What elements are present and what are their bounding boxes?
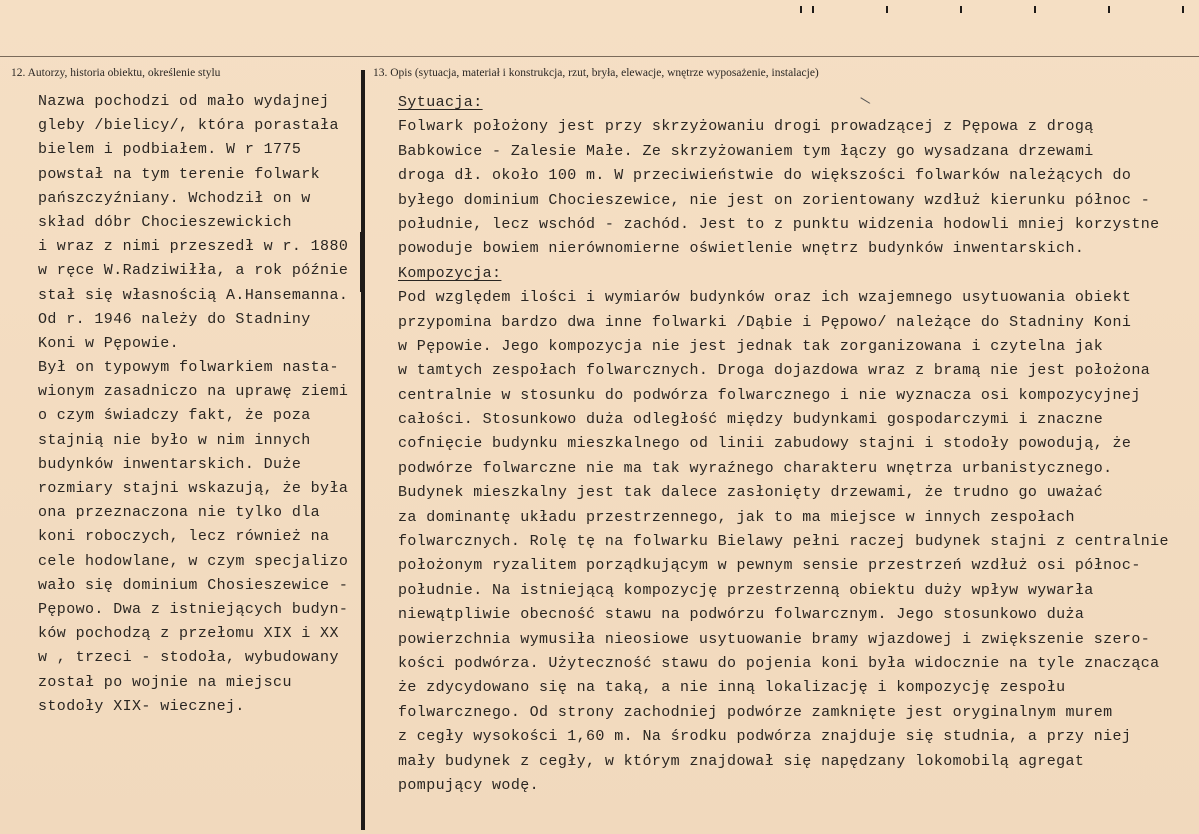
text-line: pompujący wodę. [398, 776, 540, 794]
text-line: Był on typowym folwarkiem nasta- [38, 359, 339, 377]
text-line: stodoły XIX- wiecznej. [38, 697, 245, 715]
text-line: w tamtych zespołach folwarcznych. Droga dojazdowa wraz z bramą nie jest położona [398, 362, 1151, 380]
section-13-header: 13. Opis (sytuacja, materiał i konstrukcja, rzut, bryła, elewacje, wnętrze wyposażenie, instalacje) [373, 67, 819, 79]
text-line: i wraz z nimi przeszedł w r. 1880 [38, 238, 349, 256]
top-rule [0, 56, 1199, 57]
text-line: ona przeznaczona nie tylko dla [38, 504, 321, 522]
text-line: południe. Na istniejącą kompozycję przestrzenną obiektu duży wpływ wywarła [398, 581, 1094, 599]
text-line: ków pochodzą z przełomu XIX i XX [38, 625, 339, 643]
text-line: Od r. 1946 należy do Stadniny [38, 310, 311, 328]
text-line: niewątpliwie obecność stawu na podwórzu folwarcznym. Jego stosunkowo duża [398, 606, 1085, 624]
text-line: wało się dominium Chosieszewice - [38, 576, 349, 594]
text-line: centralnie w stosunku do podwórza folwarcznego i nie wyznacza osi kompozycyjnej [398, 386, 1141, 404]
text-line: z cegły wysokości 1,60 m. Na środku podwórza znajduje się studnia, a przy niej [398, 728, 1132, 746]
text-line: kości podwórza. Użyteczność stawu do pojenia koni była widocznie na tyle znacząca [398, 654, 1160, 672]
punch-mark [886, 6, 888, 13]
text-line: przypomina bardzo dwa inne folwarki /Dąbie i Pępowo/ należące do Stadniny Koni [398, 313, 1132, 331]
text-line: stajnią nie było w nim innych [38, 431, 311, 449]
section-12-header: 12. Autorzy, historia obiektu, określenie stylu [11, 67, 221, 79]
section-heading: Sytuacja: [398, 94, 483, 111]
punch-mark [1108, 6, 1110, 13]
text-line: budynków inwentarskich. Duże [38, 455, 302, 473]
text-line: Budynek mieszkalny jest tak dalece zasłonięty drzewami, że trudno go uważać [398, 484, 1104, 502]
text-line: podwórze folwarczne nie ma tak wyraźnego charakteru wnętrza urbanistycznego. [398, 459, 1113, 477]
punch-mark [1034, 6, 1036, 13]
text-line: w ręce W.Radziwiłła, a rok późnie [38, 262, 349, 280]
punch-marks [800, 6, 1199, 14]
description-text [398, 91, 1169, 798]
text-line: Pępowo. Dwa z istniejących budyn- [38, 600, 349, 618]
text-line: droga dł. około 100 m. W przeciwieństwie do większości folwarków należących do [398, 167, 1132, 185]
text-line: powstał na tym terenie folwark [38, 165, 321, 183]
text-line: cele hodowlane, w czym specjalizo [38, 552, 349, 570]
history-text [38, 90, 348, 719]
text-line: powierzchnia wymusiła nieosiowe usytuowanie bramy wjazdowej i zwiększenie szero- [398, 630, 1151, 648]
text-line: cofnięcie budynku mieszkalnego od linii zabudowy stajni i stodoły powodują, że [398, 435, 1132, 453]
text-line: w , trzeci - stodoła, wybudowany [38, 649, 339, 667]
text-line: za dominantę układu przestrzennego, jak to ma miejsce w innych zespołach [398, 508, 1075, 526]
text-line: Babkowice - Zalesie Małe. Ze skrzyżowaniem tym łączy go wysadzana drzewami [398, 142, 1094, 160]
text-line: że zdycydowano się na taką, a nie inną lokalizację i kompozycję zespołu [398, 679, 1066, 697]
text-line: mały budynek z cegły, w którym znajdował się napędzany lokomobilą agregat [398, 752, 1085, 770]
text-line: o czym świadczy fakt, że poza [38, 407, 311, 425]
text-line: koni roboczych, lecz również na [38, 528, 330, 546]
text-line: bielem i podbiałem. W r 1775 [38, 141, 302, 159]
text-line: Pod względem ilości i wymiarów budynków oraz ich wzajemnego usytuowania obiekt [398, 289, 1132, 307]
text-line: folwarcznych. Rolę tę na folwarku Bielawy pełni raczej budynek stajni z centralnie [398, 533, 1169, 551]
stray-pen-mark: \ [858, 93, 874, 110]
punch-mark [812, 6, 814, 13]
text-line: Nazwa pochodzi od mało wydajnej [38, 93, 330, 110]
text-line: wionym zasadniczo na uprawę ziemi [38, 383, 349, 401]
punch-mark [1182, 6, 1184, 13]
punch-mark [800, 6, 802, 13]
text-line: pańszczyźniany. Wchodził on w [38, 189, 311, 207]
text-line: w Pępowie. Jego kompozycja nie jest jednak tak zorganizowana i czytelna jak [398, 337, 1104, 355]
column-divider [361, 70, 365, 830]
text-line: folwarcznego. Od strony zachodniej podwórze zamknięte jest oryginalnym murem [398, 703, 1113, 721]
text-line: Folwark położony jest przy skrzyżowaniu drogi prowadzącej z Pępowa z drogą [398, 118, 1094, 136]
text-line: Koni w Pępowie. [38, 334, 180, 352]
divider-mark [360, 232, 363, 292]
text-line: byłego dominium Chocieszewice, nie jest on zorientowany wzdłuż kierunku północ - [398, 191, 1151, 209]
text-line: powoduje bowiem nierównomierne oświetlenie wnętrz budynków inwentarskich. [398, 240, 1085, 258]
text-line: położonym ryzalitem porządkującym w pewnym sensie przestrzeń wzdłuż osi północ- [398, 557, 1141, 575]
text-line: południe, lecz wschód - zachód. Jest to z punktu widzenia hodowli mniej korzystne [398, 215, 1160, 233]
section-heading: Kompozycja: [398, 264, 502, 282]
text-line: rozmiary stajni wskazują, że była [38, 480, 349, 497]
text-line: został po wojnie na miejscu [38, 673, 292, 691]
text-line: gleby /bielicy/, która porastała [38, 117, 339, 135]
text-line: skład dóbr Chocieszewickich [38, 213, 292, 231]
text-line: stał się własnością A.Hansemanna. [38, 286, 349, 304]
punch-mark [960, 6, 962, 13]
text-line: całości. Stosunkowo duża odległość między budynkami gospodarczymi i znaczne [398, 411, 1104, 429]
